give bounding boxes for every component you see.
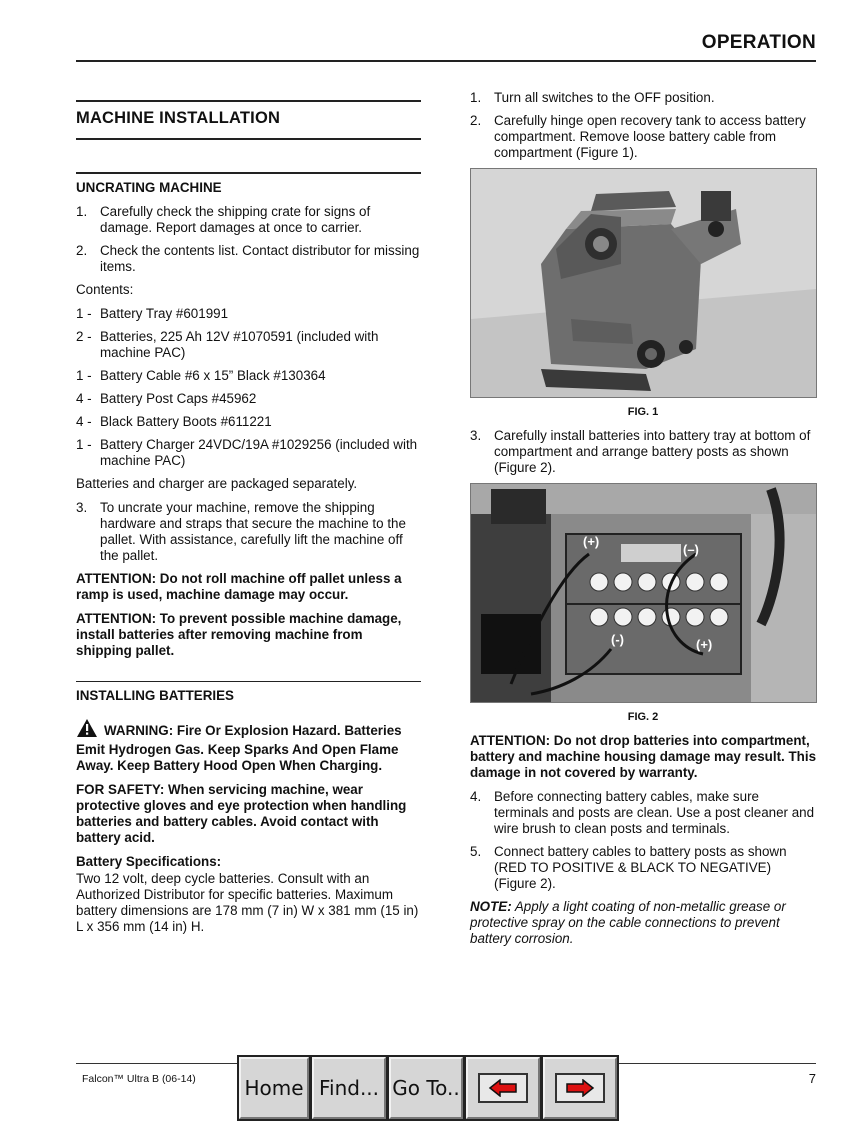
header-divider [76,60,816,62]
right-arrow-icon [555,1073,605,1103]
find-button[interactable]: Find... [312,1057,386,1119]
note-block [470,899,816,947]
contents-item: 1 - Battery Cable #6 x 15” Black #130364 [76,367,326,383]
safety-text: FOR SAFETY: When servicing machine, wear protective gloves and eye protection when handling batteries and battery cables. Avoid contact with battery acid. [76,782,407,845]
attention-install: ATTENTION: To prevent possible machine damage, install batteries after removing machine from shipping pallet. [76,610,402,658]
battery-compartment-illustration [471,484,816,702]
note-label: NOTE: [470,899,512,914]
note-text: Apply a light coating of non-metallic grease or protective spray on the cable connections to prevent battery corrosion. [470,899,786,946]
list-item: 4. Before connecting battery cables, make sure terminals and posts are clean. Use a post cleaner and wire brush to clean posts and terminals. [470,789,815,836]
contents-item: 4 - Battery Post Caps #45962 [76,390,257,406]
installing-title: INSTALLING BATTERIES [76,688,234,703]
home-button[interactable]: Home [239,1057,309,1119]
page-number: 7 [808,1071,816,1086]
list-item: 3. Carefully install batteries into battery tray at bottom of compartment and arrange battery posts as shown (Figure 2). [470,428,811,475]
uncrating-rule [76,172,421,174]
machine-illustration [471,169,816,397]
list-item: 1. Turn all switches to the OFF position. [470,90,715,105]
contents-item: 1 - Battery Charger 24VDC/19A #1029256 (included with machine PAC) [76,436,418,468]
list-item: 5. Connect battery cables to battery posts as shown (RED TO POSITIVE & BLACK TO NEGATIVE) (Figure 2). [470,844,787,891]
spec-title: Battery Specifications: [76,854,222,869]
right-column [470,90,816,955]
contents-item: 4 - Black Battery Boots #611221 [76,413,272,429]
warning-block [76,718,421,774]
navigation-bar [237,1055,619,1121]
contents-item: 1 - Battery Tray #601991 [76,305,229,321]
warning-icon [76,718,98,742]
figure-1-machine-photo [470,168,817,398]
next-page-button[interactable] [543,1057,617,1119]
previous-page-button[interactable] [466,1057,540,1119]
page-header-title: OPERATION [701,32,816,53]
section-rule-bottom [76,138,421,140]
list-item: 2. Check the contents list. Contact distributor for missing items. [76,242,420,274]
packaged-note: Batteries and charger are packaged separately. [76,475,358,491]
label-neg-top: (–) [683,542,699,557]
section-title: MACHINE INSTALLATION [76,109,281,127]
label-pos-top: (+) [583,534,600,549]
label-neg-bottom: (-) [611,632,624,647]
list-item: 1. Carefully check the shipping crate for signs of damage. Report damages at once to carrier. [76,203,371,235]
figure-2-caption: FIG. 2 [627,711,659,723]
list-item: 2. Carefully hinge open recovery tank to access battery compartment. Remove loose battery cable from compartment (Figure 1). [470,113,806,160]
contents-label: Contents: [76,281,134,297]
attention-pallet: ATTENTION: Do not roll machine off pallet unless a ramp is used, machine damage may occur. [76,570,402,602]
figure-1-caption: FIG. 1 [627,406,659,418]
label-pos-bottom: (+) [696,637,713,652]
contents-item: 2 - Batteries, 225 Ah 12V #1070591 (included with machine PAC) [76,328,379,360]
attention-drop: ATTENTION: Do not drop batteries into compartment, battery and machine housing damage may result. This damage in not covered by warranty. [470,733,817,780]
warning-text: WARNING: Fire Or Explosion Hazard. Batteries Emit Hydrogen Gas. Keep Sparks And Open Flame Away. Keep Battery Hood Open When Charging. [76,723,402,773]
section-rule-top [76,100,421,102]
left-arrow-icon [478,1073,528,1103]
installing-rule [76,681,421,683]
goto-button[interactable]: Go To.. [389,1057,463,1119]
spec-text: Two 12 volt, deep cycle batteries. Consult with an Authorized Distributor for specific batteries. Maximum battery dimensions are 178 mm (7 in) W x 381 mm (15 in) L x 356 mm (14 in) H. [76,871,419,934]
uncrating-title: UNCRATING MACHINE [76,179,222,195]
footer-product: Falcon™ Ultra B (06-14) [82,1073,196,1085]
figure-2-battery-photo [470,483,817,703]
list-item: 3. To uncrate your machine, remove the shipping hardware and straps that secure the machine to the pallet. With assistance, carefully lift the machine off the pallet. [76,499,406,563]
left-column [76,100,421,943]
